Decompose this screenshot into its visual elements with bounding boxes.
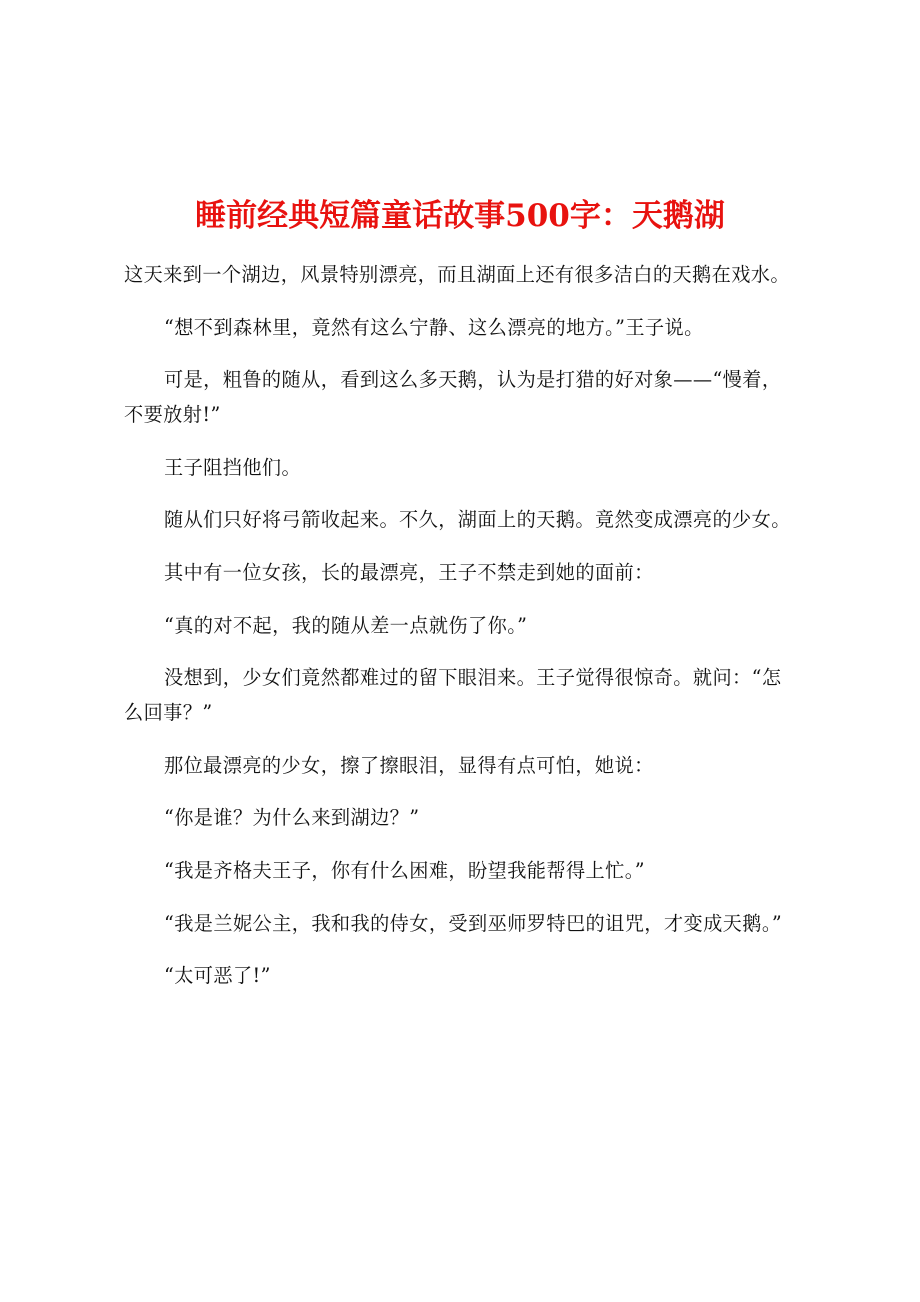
paragraph: “想不到森林里，竟然有这么宁静、这么漂亮的地方。”王子说。: [164, 315, 704, 339]
paragraph: 其中有一位女孩，长的最漂亮，王子不禁走到她的面前：: [164, 560, 654, 584]
paragraph: 没想到，少女们竟然都难过的留下眼泪来。王子觉得很惊奇。就问：“怎么回事？”: [124, 666, 782, 725]
paragraph: “太可恶了!”: [164, 964, 271, 988]
paragraph: “真的对不起，我的随从差一点就伤了你。”: [164, 613, 528, 637]
document-title: 睡前经典短篇童话故事500字：天鹅湖: [195, 198, 725, 234]
paragraph: 随从们只好将弓箭收起来。不久，湖面上的天鹅。竟然变成漂亮的少女。: [164, 508, 791, 532]
story-body: [124, 257, 800, 1011]
paragraph: “你是谁？为什么来到湖边？”: [164, 806, 420, 830]
paragraph: “我是兰妮公主，我和我的侍女，受到巫师罗特巴的诅咒，才变成天鹅。”: [164, 911, 783, 935]
paragraph: 这天来到一个湖边，风景特别漂亮，而且湖面上还有很多洁白的天鹅在戏水。: [124, 263, 790, 286]
paragraph: 那位最漂亮的少女，擦了擦眼泪，显得有点可怕，她说：: [164, 753, 654, 777]
paragraph: 可是，粗鲁的随从，看到这么多天鹅，认为是打猎的好对象——“慢着，不要放射!”: [124, 368, 782, 427]
paragraph: “我是齐格夫王子，你有什么困难，盼望我能帮得上忙。”: [164, 858, 645, 882]
paragraph: 王子阻挡他们。: [164, 455, 302, 479]
